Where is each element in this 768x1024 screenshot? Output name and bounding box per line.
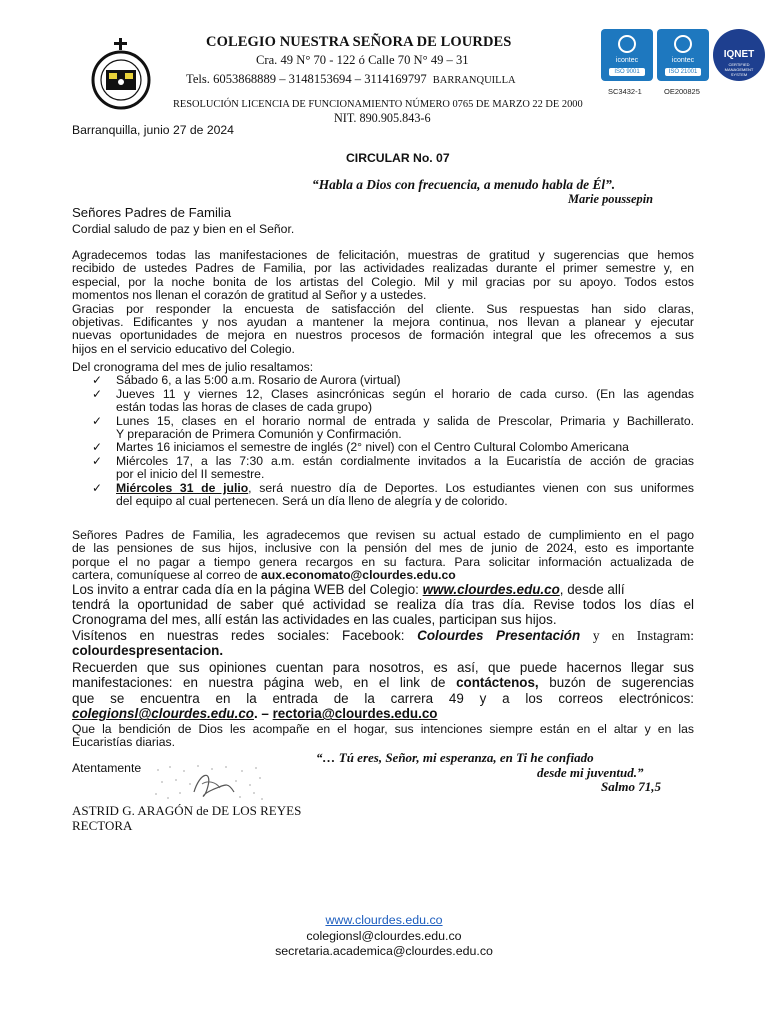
school-website-link[interactable]: www.clourdes.edu.co [422, 582, 560, 597]
iso-standard: ISO 21001 [665, 68, 701, 76]
school-crest-logo [78, 36, 176, 114]
contact-link[interactable]: contáctenos, [456, 675, 539, 691]
paragraph-website [72, 582, 694, 658]
text-line: tendrá la oportunidad de saber qué actividad se realiza día tras día. Revise todos los días el [72, 597, 694, 613]
schedule-section [72, 361, 694, 508]
cert-code: OE200825 [664, 87, 700, 96]
letter-date: Barranquilla, junio 27 de 2024 [72, 123, 234, 137]
schedule-item-text: Y preparación de Primera Comunión y Confirmación. [116, 427, 402, 442]
paragraph-thanks [72, 249, 694, 356]
iqnet-badge [713, 29, 765, 81]
rectoria-email-link[interactable]: rectoria@clourdes.edu.co [272, 706, 438, 722]
schedule-item-text: están todas las horas de clases de cada grupo) [116, 400, 373, 415]
text-line: cartera, comuníquese al correo de [72, 568, 258, 583]
schedule-item [72, 441, 694, 454]
phone-numbers: Tels. 6053868889 – 3148153694 – 3114169797 [186, 72, 427, 86]
schedule-item-text: Lunes 15, clases en el horario normal de entrada y salida de Prescolar, Primaria y Bachillerato. [116, 413, 694, 428]
iqnet-subtitle: CERTIFIED MANAGEMENT SYSTEM [724, 62, 754, 77]
check-icon: ✓ [92, 440, 103, 455]
paragraph-opinions [72, 660, 694, 722]
iso-standard: ISO 9001 [609, 68, 645, 76]
text-line: Eucaristías diarias. [72, 735, 175, 750]
school-name: COLEGIO NUESTRA SEÑORA DE LOURDES [206, 34, 512, 50]
footer-email[interactable]: secretaria.academica@clourdes.edu.co [275, 944, 493, 959]
epigraph-quote: “Habla a Dios con frecuencia, a menudo habla de Él”. [312, 177, 616, 192]
signer-name: ASTRID G. ARAGÓN de DE LOS REYES [72, 803, 302, 818]
text-line: Cronograma del mes, allí están las actividades en las cuales, participan sus hijos. [72, 612, 557, 628]
check-icon: ✓ [92, 386, 103, 401]
icontec-label: icontec [615, 57, 639, 64]
city: BARRANQUILLA [432, 75, 516, 86]
schedule-item-text: , será nuestro día de Deportes. Los estudiantes vienen con sus uniformes [248, 480, 695, 495]
signer-title: RECTORA [72, 818, 133, 833]
check-icon: ✓ [92, 480, 103, 495]
text-line: Agradecemos todas las manifestaciones de felicitación, muestras de gratitud y sugerencias que hemos [72, 248, 694, 262]
greeting: Cordial saludo de paz y bien en el Señor. [72, 222, 295, 236]
schedule-list [72, 374, 694, 508]
footer-website-link[interactable]: www.clourdes.edu.co [325, 913, 443, 927]
paragraph-blessing [72, 723, 694, 750]
closing-quote-source: Salmo 71,5 [601, 779, 661, 794]
footer-email[interactable]: colegionsl@clourdes.edu.co [306, 928, 462, 943]
license-resolution: RESOLUCIÓN LICENCIA DE FUNCIONAMIENTO NÚMERO 0765 DE MARZO 22 DE 2000 [173, 99, 583, 110]
text-line: especial, por la noche bonita de los artistas del Colegio. Mil y mil gracias por su apoyo. Todos estos [72, 274, 694, 289]
check-icon: ✓ [92, 373, 103, 388]
colegionsl-email-link[interactable]: colegionsl@clourdes.edu.co [72, 706, 254, 722]
cert-code: SC3432-1 [608, 87, 642, 96]
nit-number: NIT. 890.905.843-6 [334, 111, 431, 125]
schedule-item [72, 388, 694, 415]
text-line: recibido de ustedes Padres de Familia, por las actividades realizadas durante el primer semestre y, en [72, 261, 694, 276]
check-icon: ✓ [92, 453, 103, 468]
icontec-iso9001-badge [601, 29, 653, 81]
text-line: que se encuentra en la entrada de la carrera 49 y a los correos electrónicos: [72, 690, 694, 706]
text-line: porque el no pagar a tiempo genera recargos en su factura. Para solicitar información actualizada de [72, 554, 694, 569]
text-line: y en Instagram: [592, 627, 694, 643]
email-separator: . – [253, 706, 269, 722]
text-line: Los invito a entrar cada día en la página WEB del Colegio: [72, 582, 419, 597]
instagram-account: colourdespresentacion. [72, 642, 224, 658]
footer [0, 913, 768, 960]
circular-number: CIRCULAR No. 07 [346, 151, 450, 165]
text-line: Señores Padres de Familia, les agradecemos que revisen su actual estado de cumplimiento en el pago [72, 528, 694, 542]
schedule-item [72, 415, 694, 442]
text-line: nuevas oportunidades de mejora en nuestros procesos de formación integral que les ofrecemos a sus [72, 328, 694, 343]
signature-image [150, 762, 266, 804]
schedule-item [72, 374, 694, 387]
text-line: de las pensiones de sus hijos, inclusive con la pensión del mes de junio de 2024, esto es importante [72, 541, 694, 556]
check-icon: ✓ [92, 413, 103, 428]
schedule-item-text: por el inicio del II semestre. [116, 467, 265, 482]
text-line: Visítenos en nuestras redes sociales: Facebook: [72, 627, 405, 643]
text-line: objetivas. Edificantes y nos ayudan a mantener la mejora continua, nos llevan a planear y ejecutar [72, 315, 694, 330]
text-line: Que la bendición de Dios les acompañe en el hogar, sus intenciones siempre están en el altar y en las [72, 722, 694, 736]
schedule-item-text: Martes 16 iniciamos el semestre de inglés (2° nivel) con el Centro Cultural Colombo Americana [116, 440, 629, 455]
school-phones [186, 73, 516, 87]
text-line: manifestaciones: en nuestra página web, en el link de [72, 675, 446, 691]
school-address: Cra. 49 N° 70 - 122 ó Calle 70 N° 49 – 31 [256, 53, 469, 67]
schedule-item-highlight: Miércoles 31 de julio [116, 480, 249, 495]
text-line: momentos nos llenan el corazón de gratitud al Señor y a ustedes. [72, 288, 427, 303]
text-line: buzón de sugerencias [549, 675, 694, 691]
schedule-item-text: Jueves 11 y viernes 12, Clases asincrónicas según el horario de cada curso. (En las agendas [116, 386, 694, 401]
text-line: Gracias por responder la encuesta de satisfacción del cliente. Sus respuestas han sido claras, [72, 301, 694, 316]
text-line: , desde allí [559, 582, 625, 597]
paragraph-payments [72, 529, 694, 583]
iqnet-label: IQNET [723, 49, 755, 60]
epigraph-author: Marie poussepin [568, 192, 654, 206]
facebook-page: Colourdes Presentación [417, 627, 581, 643]
salutation: Señores Padres de Familia [72, 205, 232, 220]
icontec-iso21001-badge [657, 29, 709, 81]
text-line: Recuerden que sus opiniones cuentan para nosotros, es así, que puede hacernos llegar sus [72, 660, 694, 675]
closing-quote-line: “… Tú eres, Señor, mi esperanza, en Ti he confiado [316, 750, 594, 765]
schedule-item-text: Miércoles 17, a las 7:30 a.m. están cordialmente invitados a la Eucaristía de acción de gracias [116, 453, 694, 468]
economato-email: aux.economato@clourdes.edu.co [261, 568, 456, 583]
text-line: hijos en el servicio educativo del Colegio. [72, 341, 295, 356]
schedule-item-text: Sábado 6, a las 5:00 a.m. Rosario de Aurora (virtual) [116, 373, 401, 388]
icontec-label: icontec [671, 57, 695, 64]
schedule-item [72, 455, 694, 482]
schedule-intro: Del cronograma del mes de julio resaltamos: [72, 360, 314, 374]
schedule-item [72, 482, 694, 509]
closing-quote-line: desde mi juventud.” [537, 765, 644, 780]
schedule-item-text: del equipo al cual pertenecen. Será un día lleno de alegría y de colorido. [116, 494, 508, 509]
closing: Atentamente [72, 761, 142, 775]
